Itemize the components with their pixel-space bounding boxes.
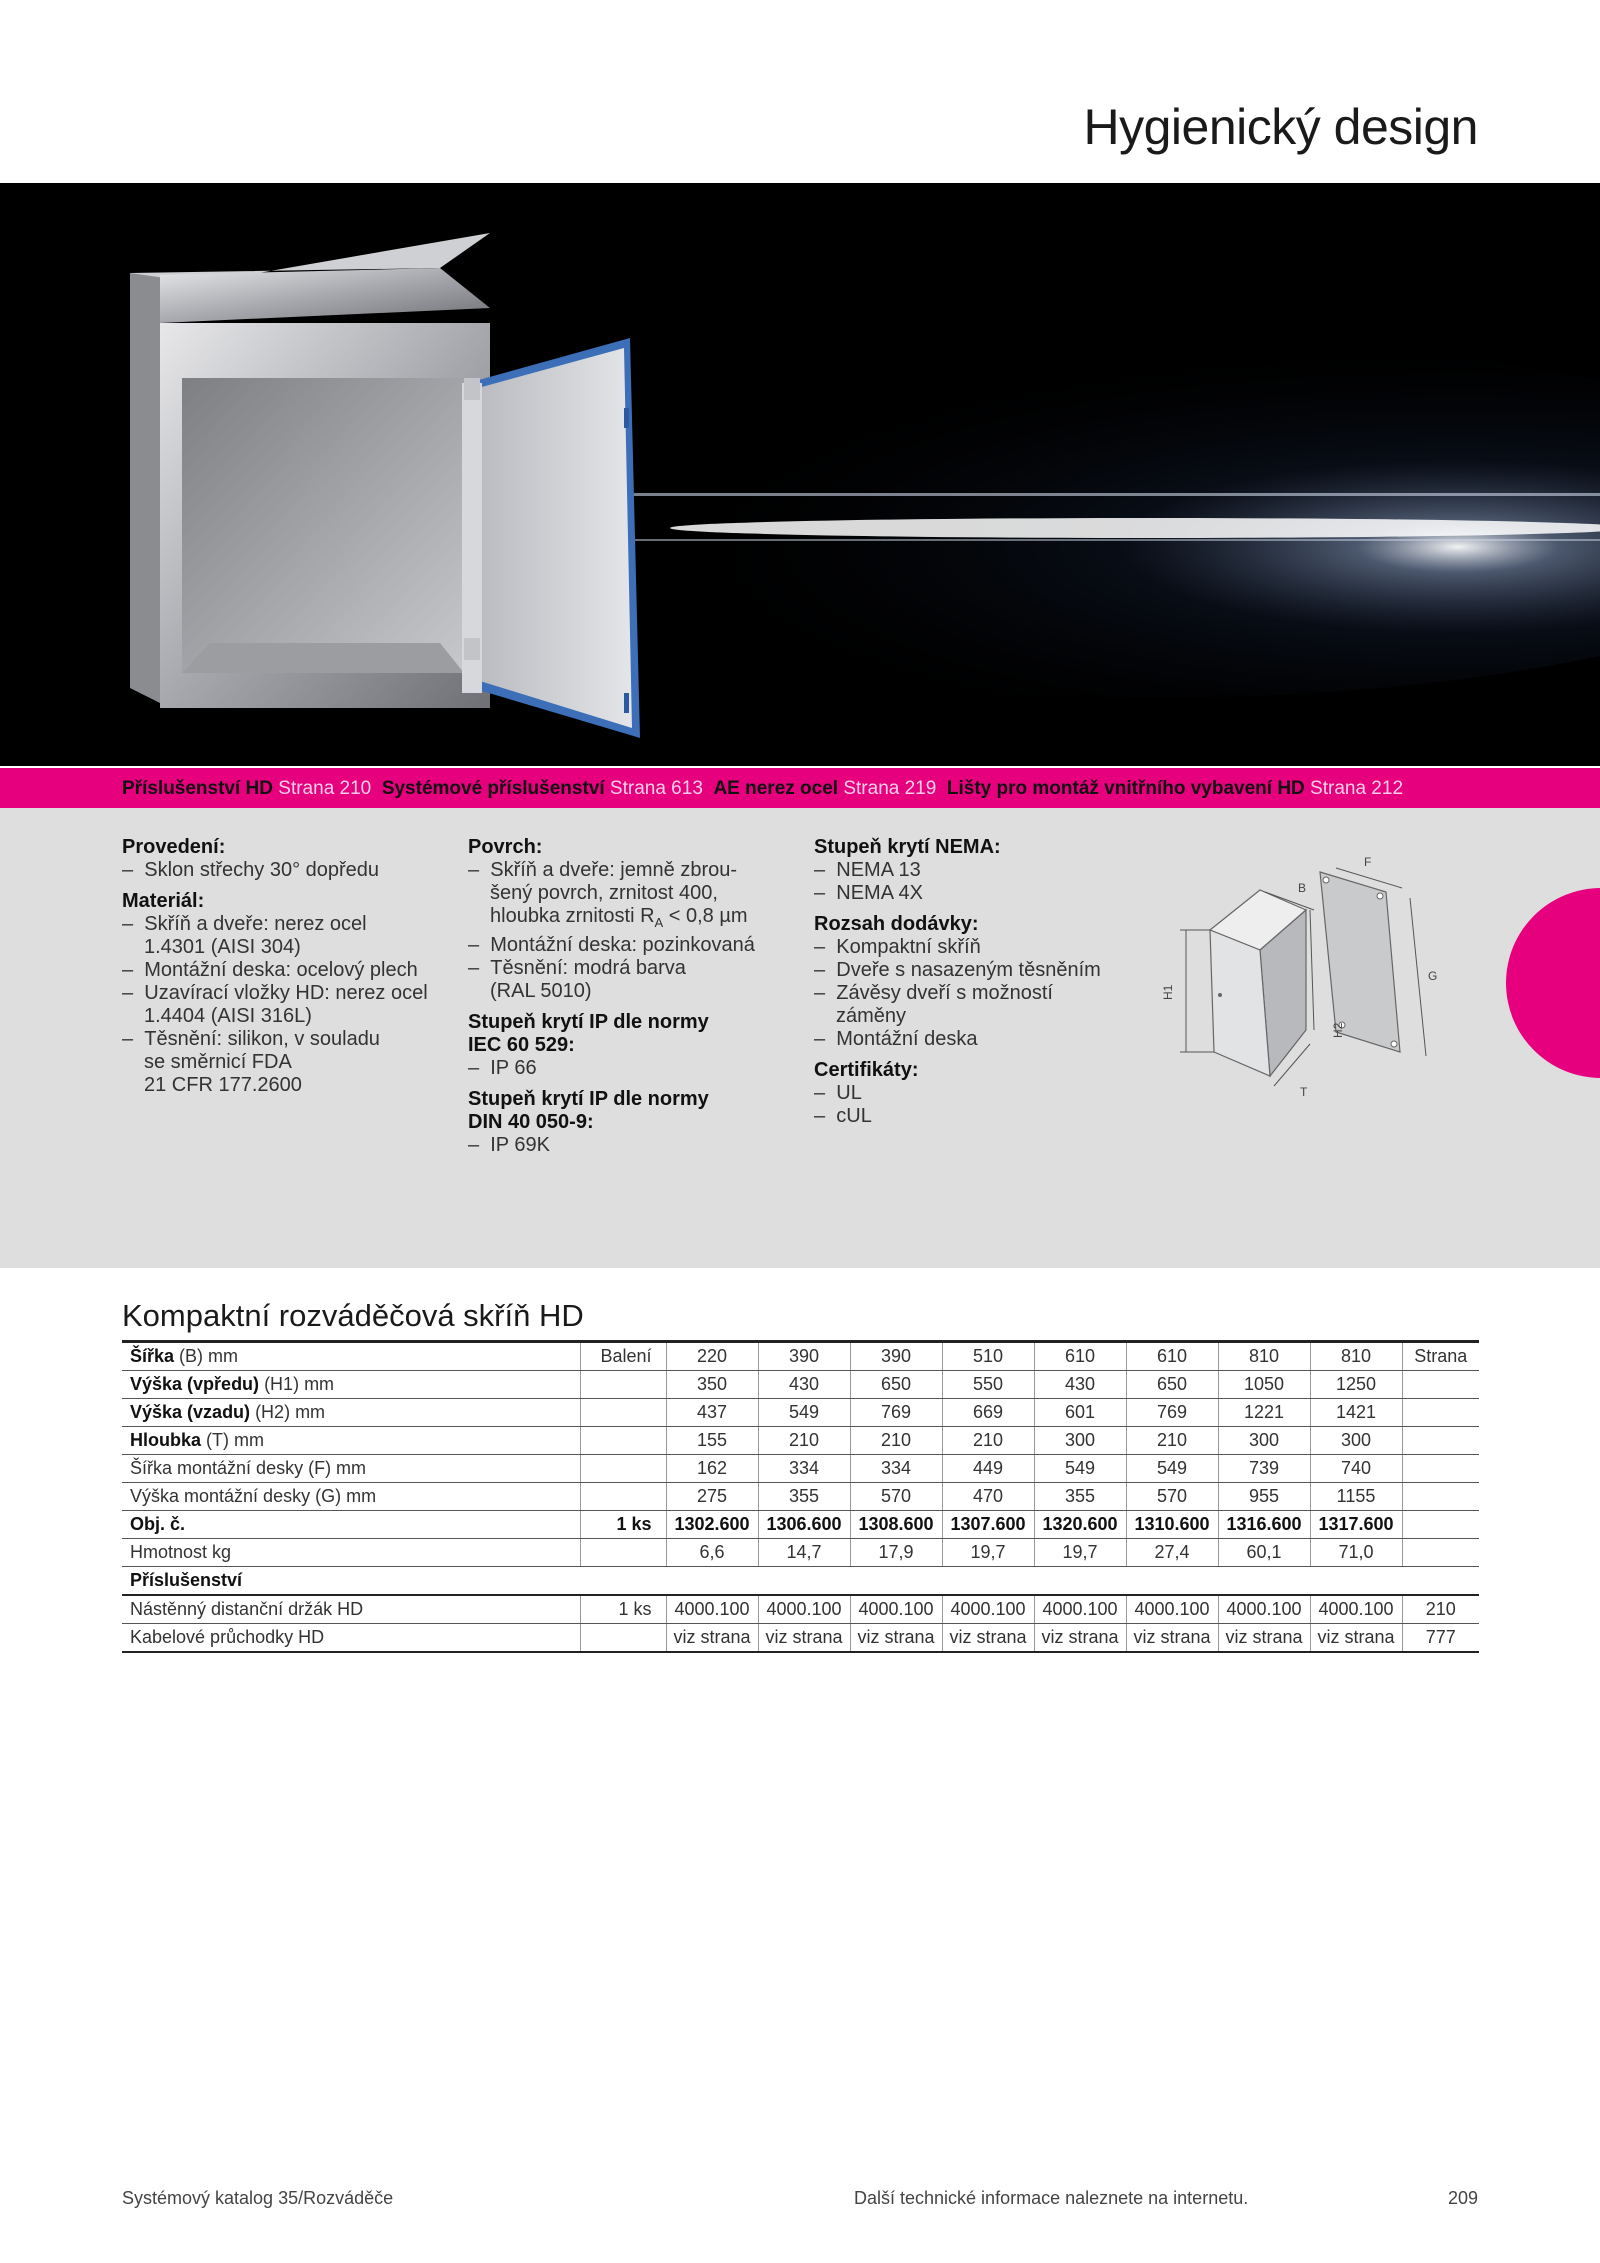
table-cell: 1155 xyxy=(1310,1483,1402,1511)
packaging-cell xyxy=(580,1624,666,1653)
table-cell: viz strana xyxy=(850,1624,942,1653)
packaging-cell xyxy=(580,1539,666,1567)
product-table xyxy=(122,1340,1479,1653)
table-cell: 550 xyxy=(942,1371,1034,1399)
table-cell: 570 xyxy=(850,1483,942,1511)
table-cell: 4000.100 xyxy=(1034,1595,1126,1624)
spec-column-2: Povrch: – Skříň a dveře: jemně zbrou- šený povrch, zrnitost 400, hloubka zrnitosti $R_A < 0,8$ µm – Montážní deska: pozinkovaná – Těsnění: modrá barva (RAL 5010) Stupeň krytí IP dle normy IEC 60 529: – IP 66 Stupeň krytí IP dle normy DIN 40 050-9: – IP 69K xyxy=(468,836,755,1156)
table-cell: 470 xyxy=(942,1483,1034,1511)
dim-label-f: F xyxy=(1364,855,1372,869)
page-title: Hygienický design xyxy=(1083,99,1478,155)
accessory-link-system[interactable]: Systémové příslušenství Strana 613 xyxy=(381,778,703,799)
table-cell: 1317.600 xyxy=(1310,1511,1402,1539)
packaging-cell xyxy=(580,1399,666,1427)
table-cell: 955 xyxy=(1218,1483,1310,1511)
spec-heading: Certifikáty: xyxy=(814,1059,919,1081)
table-cell: 549 xyxy=(1126,1455,1218,1483)
table-cell: 4000.100 xyxy=(1126,1595,1218,1624)
dim-label-t: T xyxy=(1300,1085,1308,1099)
table-cell: 390 xyxy=(850,1342,942,1371)
section-label: Příslušenství xyxy=(122,1567,1479,1596)
table-cell: 71,0 xyxy=(1310,1539,1402,1567)
table-cell: 510 xyxy=(942,1342,1034,1371)
table-cell: 210 xyxy=(942,1427,1034,1455)
table-cell: 275 xyxy=(666,1483,758,1511)
packaging-cell xyxy=(580,1427,666,1455)
table-cell: 669 xyxy=(942,1399,1034,1427)
table-cell: 355 xyxy=(1034,1483,1126,1511)
page-cell: 210 xyxy=(1402,1595,1479,1624)
table-row xyxy=(122,1371,1479,1399)
page-cell xyxy=(1402,1399,1479,1427)
table-cell: 740 xyxy=(1310,1455,1402,1483)
page-cell xyxy=(1402,1427,1479,1455)
table-cell: 6,6 xyxy=(666,1539,758,1567)
table-cell: 1250 xyxy=(1310,1371,1402,1399)
row-label: Hmotnost kg xyxy=(122,1539,580,1567)
table-cell: 610 xyxy=(1034,1342,1126,1371)
section-row xyxy=(122,1567,1479,1596)
table-cell: viz strana xyxy=(1126,1624,1218,1653)
page-cell: Strana xyxy=(1402,1342,1479,1371)
table-cell: 4000.100 xyxy=(758,1595,850,1624)
table-cell: 4000.100 xyxy=(1310,1595,1402,1624)
table-cell: viz strana xyxy=(1218,1624,1310,1653)
accessory-row xyxy=(122,1595,1479,1624)
row-label: Výška montážní desky (G) mm xyxy=(122,1483,580,1511)
row-label: Nástěnný distanční držák HD xyxy=(122,1595,580,1624)
table-cell: 769 xyxy=(850,1399,942,1427)
row-label: Hloubka (T) mm xyxy=(122,1427,580,1455)
row-label: Obj. č. xyxy=(122,1511,580,1539)
table-cell: viz strana xyxy=(758,1624,850,1653)
row-label: Šířka montážní desky (F) mm xyxy=(122,1455,580,1483)
table-cell: 300 xyxy=(1218,1427,1310,1455)
table-cell: 449 xyxy=(942,1455,1034,1483)
accessory-row xyxy=(122,1624,1479,1653)
page-number: 209 xyxy=(1447,2188,1478,2208)
table-cell: 210 xyxy=(1126,1427,1218,1455)
table-cell: 334 xyxy=(758,1455,850,1483)
row-label: Šířka (B) mm xyxy=(122,1342,580,1371)
table-cell: 650 xyxy=(1126,1371,1218,1399)
dim-label-b: B xyxy=(1298,881,1307,895)
table-cell: 1310.600 xyxy=(1126,1511,1218,1539)
table-row xyxy=(122,1511,1479,1539)
table-cell: 810 xyxy=(1310,1342,1402,1371)
row-label: Kabelové průchodky HD xyxy=(122,1624,580,1653)
spec-heading: Provedení: xyxy=(122,836,226,858)
packaging-cell: Balení xyxy=(580,1342,666,1371)
table-row xyxy=(122,1483,1479,1511)
table-cell: 739 xyxy=(1218,1455,1310,1483)
table-cell: 210 xyxy=(850,1427,942,1455)
dim-label-h1: H1 xyxy=(1161,984,1175,1000)
spec-heading: IEC 60 529: xyxy=(468,1034,575,1056)
spec-heading: Rozsah dodávky: xyxy=(814,913,979,935)
packaging-cell xyxy=(580,1483,666,1511)
table-cell: 1320.600 xyxy=(1034,1511,1126,1539)
page-cell xyxy=(1402,1511,1479,1539)
page-cell xyxy=(1402,1455,1479,1483)
footer-catalog: Systémový katalog 35/Rozváděče xyxy=(122,2188,394,2208)
table-row xyxy=(122,1342,1479,1371)
table-cell: 1306.600 xyxy=(758,1511,850,1539)
table-cell: 210 xyxy=(758,1427,850,1455)
table-cell: 1421 xyxy=(1310,1399,1402,1427)
table-cell: 769 xyxy=(1126,1399,1218,1427)
packaging-cell: 1 ks xyxy=(580,1511,666,1539)
table-cell: 1050 xyxy=(1218,1371,1310,1399)
footer-note: Další technické informace naleznete na internetu. xyxy=(854,2188,1249,2208)
packaging-cell xyxy=(580,1455,666,1483)
table-cell: 1221 xyxy=(1218,1399,1310,1427)
page-cell xyxy=(1402,1483,1479,1511)
table-cell: 14,7 xyxy=(758,1539,850,1567)
accessories-bar xyxy=(0,768,1600,808)
table-cell: 350 xyxy=(666,1371,758,1399)
table-cell: 4000.100 xyxy=(942,1595,1034,1624)
table-cell: 155 xyxy=(666,1427,758,1455)
table-cell: 1316.600 xyxy=(1218,1511,1310,1539)
table-cell: 19,7 xyxy=(1034,1539,1126,1567)
page-cell xyxy=(1402,1539,1479,1567)
table-cell: viz strana xyxy=(942,1624,1034,1653)
table-cell: 300 xyxy=(1310,1427,1402,1455)
page-cell xyxy=(1402,1371,1479,1399)
table-cell: 27,4 xyxy=(1126,1539,1218,1567)
table-cell: 430 xyxy=(1034,1371,1126,1399)
table-cell: 549 xyxy=(758,1399,850,1427)
dimension-diagram xyxy=(1150,830,1450,1125)
accessory-link-rails[interactable]: Lišty pro montáž vnitřního vybavení HD Strana 212 xyxy=(946,778,1404,799)
table-cell: 19,7 xyxy=(942,1539,1034,1567)
table-cell: 4000.100 xyxy=(850,1595,942,1624)
spec-heading: Stupeň krytí IP dle normy xyxy=(468,1011,709,1033)
table-row xyxy=(122,1399,1479,1427)
table-cell: 430 xyxy=(758,1371,850,1399)
spec-column-3: Stupeň krytí NEMA: – NEMA 13 – NEMA 4X Rozsah dodávky: – Kompaktní skříň – Dveře s nasazeným těsněním – Závěsy dveří s možností záměny – Montážní deska Certifikáty: – UL – cUL xyxy=(814,836,1101,1127)
packaging-cell xyxy=(580,1371,666,1399)
table-cell: 549 xyxy=(1034,1455,1126,1483)
row-label: Výška (vpředu) (H1) mm xyxy=(122,1371,580,1399)
table-cell: 300 xyxy=(1034,1427,1126,1455)
spec-heading: Povrch: xyxy=(468,836,543,858)
row-label: Výška (vzadu) (H2) mm xyxy=(122,1399,580,1427)
table-title: Kompaktní rozváděčová skříň HD xyxy=(122,1298,584,1333)
table-cell: 162 xyxy=(666,1455,758,1483)
table-row xyxy=(122,1427,1479,1455)
spec-heading: Stupeň krytí IP dle normy xyxy=(468,1088,709,1110)
spec-heading: Materiál: xyxy=(122,890,205,912)
table-cell: 650 xyxy=(850,1371,942,1399)
dim-label-g: G xyxy=(1428,969,1438,983)
packaging-cell: 1 ks xyxy=(580,1595,666,1624)
table-cell: 437 xyxy=(666,1399,758,1427)
table-cell: 355 xyxy=(758,1483,850,1511)
table-cell: 220 xyxy=(666,1342,758,1371)
table-cell: 334 xyxy=(850,1455,942,1483)
accessory-link-hd[interactable]: Příslušenství HD Strana 210 xyxy=(122,778,372,799)
table-cell: 570 xyxy=(1126,1483,1218,1511)
table-cell: 4000.100 xyxy=(1218,1595,1310,1624)
spec-heading: DIN 40 050-9: xyxy=(468,1111,594,1133)
spec-heading: Stupeň krytí NEMA: xyxy=(814,836,1001,858)
table-cell: 17,9 xyxy=(850,1539,942,1567)
hero-product-image xyxy=(0,183,1600,766)
page-cell: 777 xyxy=(1402,1624,1479,1653)
table-cell: 1302.600 xyxy=(666,1511,758,1539)
spec-column-1: Provedení: – Sklon střechy 30° dopředu Materiál: – Skříň a dveře: nerez ocel 1.4301 (AISI 304) – Montážní deska: ocelový plech – Uzavírací vložky HD: nerez ocel 1.4404 (AISI 316L) – Těsnění: silikon, v souladu se směrnicí FDA 21 CFR 177.2600 xyxy=(122,836,428,1096)
dim-label-h2: H2 xyxy=(1331,1022,1345,1038)
table-cell: 4000.100 xyxy=(666,1595,758,1624)
table-cell: 601 xyxy=(1034,1399,1126,1427)
table-cell: 610 xyxy=(1126,1342,1218,1371)
table-row xyxy=(122,1455,1479,1483)
table-cell: 810 xyxy=(1218,1342,1310,1371)
table-cell: 1308.600 xyxy=(850,1511,942,1539)
table-cell: 390 xyxy=(758,1342,850,1371)
table-cell: viz strana xyxy=(1034,1624,1126,1653)
table-cell: 60,1 xyxy=(1218,1539,1310,1567)
table-cell: 1307.600 xyxy=(942,1511,1034,1539)
table-row xyxy=(122,1539,1479,1567)
accessory-link-ae[interactable]: AE nerez ocel Strana 219 xyxy=(713,778,937,799)
table-cell: viz strana xyxy=(1310,1624,1402,1653)
table-cell: viz strana xyxy=(666,1624,758,1653)
